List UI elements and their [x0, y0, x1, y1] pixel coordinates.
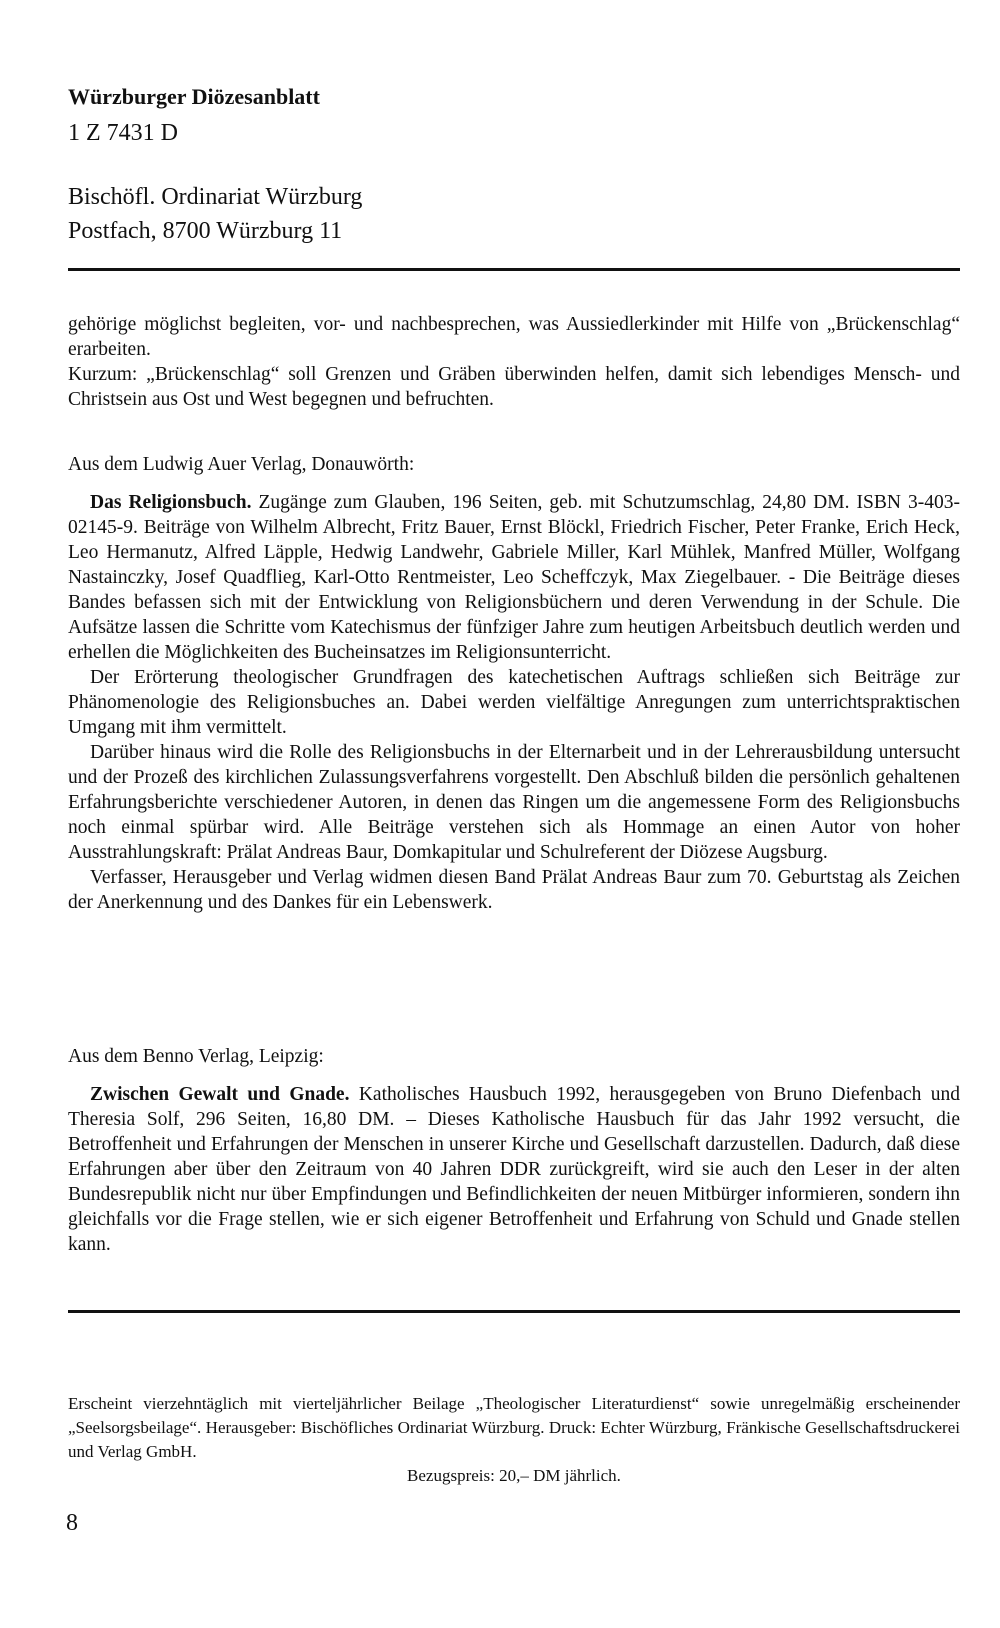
sender-address-line1: Bischöfl. Ordinariat Würzburg: [68, 184, 363, 210]
intro-paragraph-1: gehörige möglichst begleiten, vor- und nachbesprechen, was Aussiedlerkinder mit Hilfe von „Brückenschlag“ erarbeiten.: [68, 314, 960, 360]
benno-publisher-heading: Aus dem Benno Verlag, Leipzig:: [68, 1046, 324, 1067]
footer-divider: [68, 1310, 960, 1313]
header-divider: [68, 268, 960, 271]
benno-book-title: Zwischen Gewalt und Gnade.: [90, 1084, 350, 1105]
sender-address-line2: Postfach, 8700 Würzburg 11: [68, 218, 343, 244]
journal-title: Würzburger Diözesanblatt: [68, 84, 320, 109]
benno-paragraph-1-text: Katholisches Hausbuch 1992, herausgegeben von Bruno Diefenbach und Theresia Solf, 296 Seiten, 16,80 DM. – Dieses Katholische Hausbuch für das Jahr 1992 versucht, die Betroffenheit und Erfahrungen der Menschen in unserer Kirche und Gesellschaft darzustellen. Dadurch, daß diese Erfahrungen aber über den Zeitraum von 40 Jahren DDR zurückgreift, wird sie auch den Leser in der alten Bundesrepublik nicht nur über Empfindungen und Befindlichkeiten der neuen Mitbürger informieren, sondern ihn gleichfalls vor die Frage stellen, wie er sich eigener Betroffenheit und Erfahrung von Schuld und Gnade stellen kann.: [68, 1084, 960, 1255]
subscription-price: Bezugspreis: 20,– DM jährlich.: [407, 1466, 621, 1485]
auer-paragraph-3: Darüber hinaus wird die Rolle des Religionsbuchs in der Elternarbeit und in der Lehrerausbildung untersucht und der Prozeß des kirchlichen Zulassungsverfahrens vorgestellt. Den Abschluß bilden die persönlich gehaltenen Erfahrungsberichte verschiedener Autoren, in denen das Ringen um die angemessene Form des Religionsbuchs noch einmal spürbar wird. Alle Beiträge verstehen sich als Hommage an einen Autor von hoher Ausstrahlungskraft: Prälat Andreas Baur, Domkapitular und Schulreferent der Diözese Augsburg.: [68, 742, 960, 863]
page-number: 8: [66, 1510, 78, 1536]
intro-paragraph-2: Kurzum: „Brückenschlag“ soll Grenzen und Gräben überwinden helfen, damit sich lebendiges Mensch- und Christsein aus Ost und West begegnen und befruchten.: [68, 364, 960, 410]
benno-paragraph-1: [68, 1082, 960, 1257]
auer-review: [68, 490, 960, 915]
benno-review: [68, 1082, 960, 1257]
auer-publisher-heading: Aus dem Ludwig Auer Verlag, Donauwörth:: [68, 454, 415, 475]
journal-code: 1 Z 7431 D: [68, 120, 178, 146]
auer-paragraph-1: [68, 490, 960, 665]
auer-paragraph-2: Der Erörterung theologischer Grundfragen des katechetischen Auftrags schließen sich Beiträge zur Phänomenologie des Religionsbuches an. Dabei werden vielfältige Anregungen zum unterrichtspraktischen Umgang mit ihm vermittelt.: [68, 667, 960, 738]
imprint-footer: [68, 1392, 960, 1488]
intro-section: [68, 312, 960, 412]
auer-paragraph-1-text: Zugänge zum Glauben, 196 Seiten, geb. mit Schutzumschlag, 24,80 DM. ISBN 3-403-02145-9. Beiträge von Wilhelm Albrecht, Fritz Bauer, Ernst Blöckl, Friedrich Fischer, Peter Franke, Erich Heck, Leo Hermanutz, Alfred Läpple, Hedwig Landwehr, Gabriele Miller, Karl Mühlek, Manfred Müller, Wolfgang Nastainczky, Josef Quadflieg, Karl-Otto Rentmeister, Leo Scheffczyk, Max Ziegelbauer. - Die Beiträge dieses Bandes befassen sich mit der Entwicklung von Religionsbüchern und deren Verwendung in der Schule. Die Aufsätze lassen die Schritte vom Katechismus der fünfziger Jahre zum heutigen Arbeitsbuch deutlich werden und erhellen die Möglichkeiten des Bucheinsatzes im Religionsunterricht.: [68, 492, 960, 663]
auer-paragraph-4: Verfasser, Herausgeber und Verlag widmen diesen Band Prälat Andreas Baur zum 70. Geburtstag als Zeichen der Anerkennung und des Dankes für ein Lebenswerk.: [68, 867, 960, 913]
auer-book-title: Das Religionsbuch.: [90, 492, 252, 513]
imprint-text: Erscheint vierzehntäglich mit vierteljährlicher Beilage „Theologischer Literaturdienst“ sowie unregelmäßig erscheinender „Seelsorgsbeilage“. Herausgeber: Bischöfliches Ordinariat Würzburg. Druck: Echter Würzburg, Fränkische Gesellschaftsdruckerei und Verlag GmbH.: [68, 1394, 960, 1461]
